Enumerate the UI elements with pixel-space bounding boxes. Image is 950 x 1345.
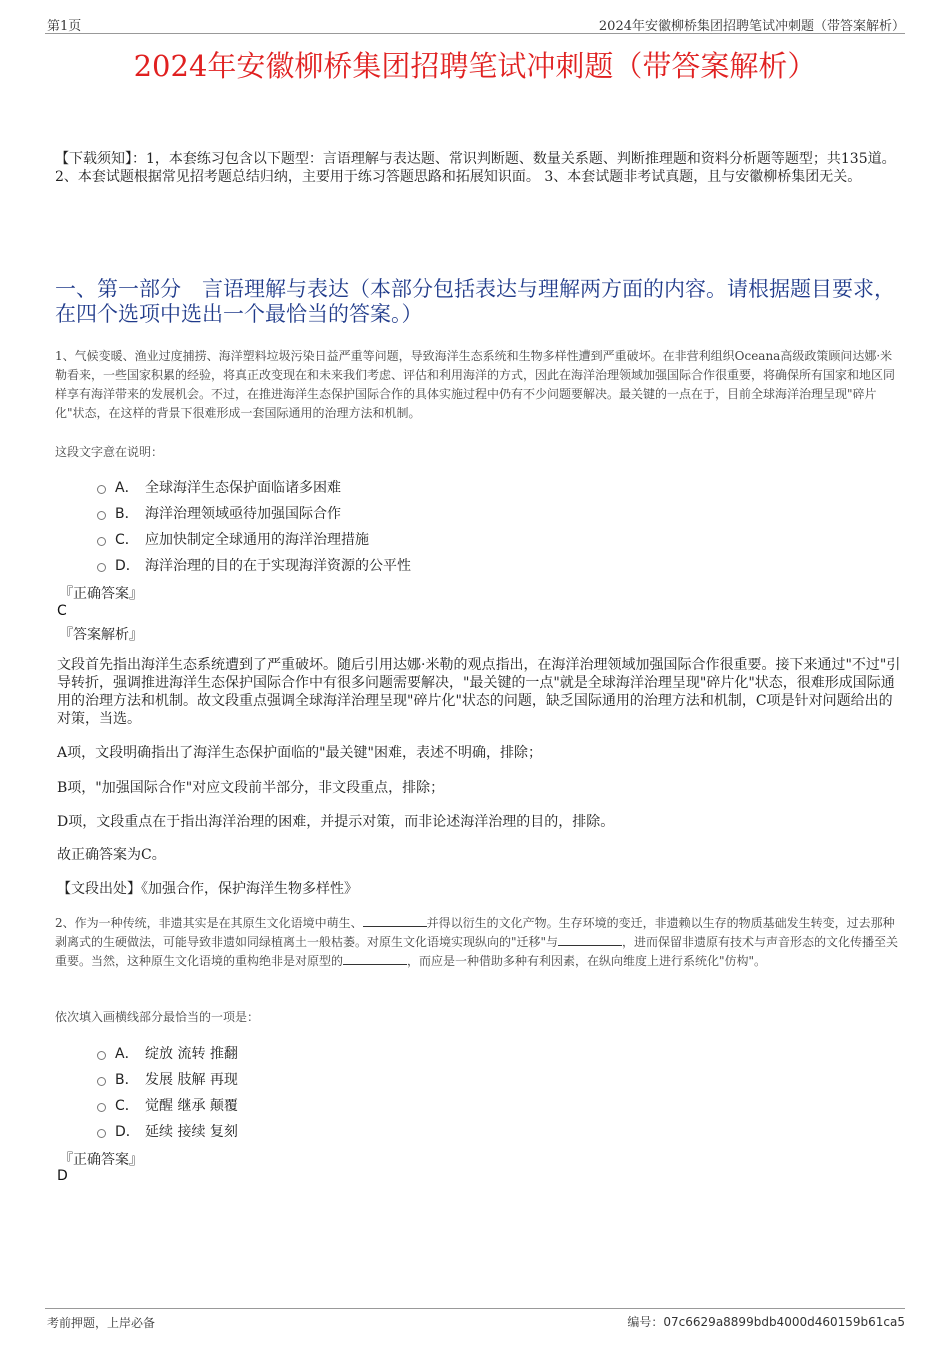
code-label: 编号： [627, 1315, 664, 1329]
header-divider [45, 33, 905, 34]
q2-text-part: ，进而保留非遗原有技术与声音形态的文化传播至关重要。当然，这种原生文化语境的重构绝非是对原型的 [55, 935, 899, 968]
radio-icon[interactable] [97, 537, 106, 546]
option-text: 应加快制定全球通用的海洋治理措施 [145, 532, 369, 548]
option-text: 觉醒 继承 颠覆 [145, 1098, 238, 1114]
option-text: 绽放 流转 推翻 [145, 1046, 238, 1062]
answer-value: D [57, 1168, 68, 1184]
radio-icon[interactable] [97, 511, 106, 520]
option-text: 延续 接续 复刻 [145, 1124, 238, 1140]
q2-text-part: 2、作为一种传统，非遗其实是在其原生文化语境中萌生、 [55, 916, 363, 930]
radio-icon[interactable] [97, 1051, 106, 1060]
radio-icon[interactable] [97, 1129, 106, 1138]
analysis-paragraph: 文段首先指出海洋生态系统遭到了严重破坏。随后引用达娜·米勒的观点指出，在海洋治理领域加强国际合作很重要。接下来通过"不过"引导转折，强调推进海洋生态保护国际合作中有很多问题需要解决，"最关键的一点"就是全球海洋治理呈现"碎片化"状态，很难形成国际通用的治理方法和机制。故文段重点强调全球海洋治理呈现"碎片化"状态的问题，缺乏国际通用的治理方法和机制，C项是针对问题给出的对策，当选。 [57, 657, 901, 727]
radio-icon[interactable] [97, 563, 106, 572]
download-notice: 【下载须知】：1，本套练习包含以下题型：言语理解与表达题、常识判断题、数量关系题、判断推理题和资料分析题等题型；共135道。 2、本套试题根据常见招考题总结归纳，主要用于练习答题思路和拓展知识面。 3、本套试题非考试真题，且与安徽柳桥集团无关。 [55, 151, 896, 185]
question-1-option-a[interactable] [97, 477, 341, 497]
code-value: 07c6629a8899bdb4000d460159b61ca5 [663, 1315, 905, 1329]
option-text: 发展 肢解 再现 [145, 1072, 238, 1088]
header-doc-title: 2024年安徽柳桥集团招聘笔试冲刺题（带答案解析） [598, 19, 905, 34]
answer-label: 『正确答案』 [59, 586, 143, 602]
analysis-conclusion: 故正确答案为C。 [57, 847, 166, 863]
radio-icon[interactable] [97, 485, 106, 494]
option-letter: C． [115, 532, 139, 548]
question-1-prompt: 这段文字意在说明： [55, 445, 164, 459]
analysis-option-d: D项，文段重点在于指出海洋治理的困难，并提示对策，而非论述海洋治理的目的，排除。 [57, 814, 615, 830]
option-letter: B． [115, 506, 139, 522]
option-letter: D． [115, 558, 140, 574]
page-number: 第1页 [47, 19, 82, 34]
option-letter: A． [115, 480, 139, 496]
option-text: 全球海洋生态保护面临诸多困难 [145, 480, 341, 496]
analysis-option-a: A项，文段明确指出了海洋生态保护面临的"最关键"困难，表述不明确，排除； [57, 745, 542, 761]
question-2-text [55, 914, 900, 971]
question-2-prompt: 依次填入画横线部分最恰当的一项是： [55, 1010, 260, 1024]
page-title: 2024年安徽柳桥集团招聘笔试冲刺题（带答案解析） [133, 49, 817, 83]
section-heading: 一、第一部分 言语理解与表达（本部分包括表达与理解两方面的内容。请根据题目要求，在四个选项中选出一个最恰当的答案。） [55, 277, 895, 326]
option-letter: B． [115, 1072, 139, 1088]
question-2-option-a[interactable] [97, 1043, 238, 1063]
analysis-option-b: B项，"加强国际合作"对应文段前半部分，非文段重点，排除； [57, 780, 445, 796]
text-source: 【文段出处】《加强合作，保护海洋生物多样性》 [57, 881, 358, 897]
fill-blank [343, 953, 407, 965]
fill-blank [363, 915, 427, 927]
answer-label: 『正确答案』 [59, 1152, 143, 1168]
option-letter: A． [115, 1046, 139, 1062]
footer-slogan: 考前押题，上岸必备 [47, 1316, 156, 1330]
option-text: 海洋治理领域亟待加强国际合作 [145, 506, 341, 522]
radio-icon[interactable] [97, 1103, 106, 1112]
option-letter: D． [115, 1124, 140, 1140]
analysis-label: 『答案解析』 [59, 627, 143, 643]
q2-text-part: 并得以衍生的文化产物。生存环境的变迁，非遗赖以生存的物质基础发生转变，过去那种剥离式的生硬做法，可能导致非遗如同绿植离土一般枯萎。对原生文化语境实现纵向的"迁移"与 [55, 916, 895, 949]
answer-value: C [57, 603, 67, 619]
footer-divider [45, 1308, 905, 1309]
option-text: 海洋治理的目的在于实现海洋资源的公平性 [145, 558, 411, 574]
option-letter: C． [115, 1098, 139, 1114]
question-1-option-c[interactable] [97, 529, 369, 549]
question-1-option-d[interactable] [97, 555, 411, 575]
question-1-text: 1、气候变暖、渔业过度捕捞、海洋塑料垃圾污染日益严重等问题，导致海洋生态系统和生物多样性遭到严重破坏。在非营利组织Oceana高级政策顾问达娜·米勒看来，一些国家积累的经验，将真正改变现在和未来我们考虑、评估和利用海洋的方式，因此在海洋治理领域加强国际合作很重要，将确保所有国家和地区同样享有海洋带来的发展机会。不过，在推进海洋生态保护国际合作的具体实施过程中仍有不少问题要解决。最关键的一点在于，目前全球海洋治理呈现"碎片化"状态，在这样的背景下很难形成一套国际通用的治理方法和机制。 [55, 349, 896, 420]
q2-text-part: ，而应是一种借助多种有利因素，在纵向维度上进行系统化"仿构"。 [407, 954, 767, 968]
question-1-option-b[interactable] [97, 503, 341, 523]
footer-code [627, 1313, 905, 1330]
question-2-option-c[interactable] [97, 1095, 238, 1115]
radio-icon[interactable] [97, 1077, 106, 1086]
question-2-option-d[interactable] [97, 1121, 238, 1141]
question-2-option-b[interactable] [97, 1069, 238, 1089]
fill-blank [558, 934, 622, 946]
